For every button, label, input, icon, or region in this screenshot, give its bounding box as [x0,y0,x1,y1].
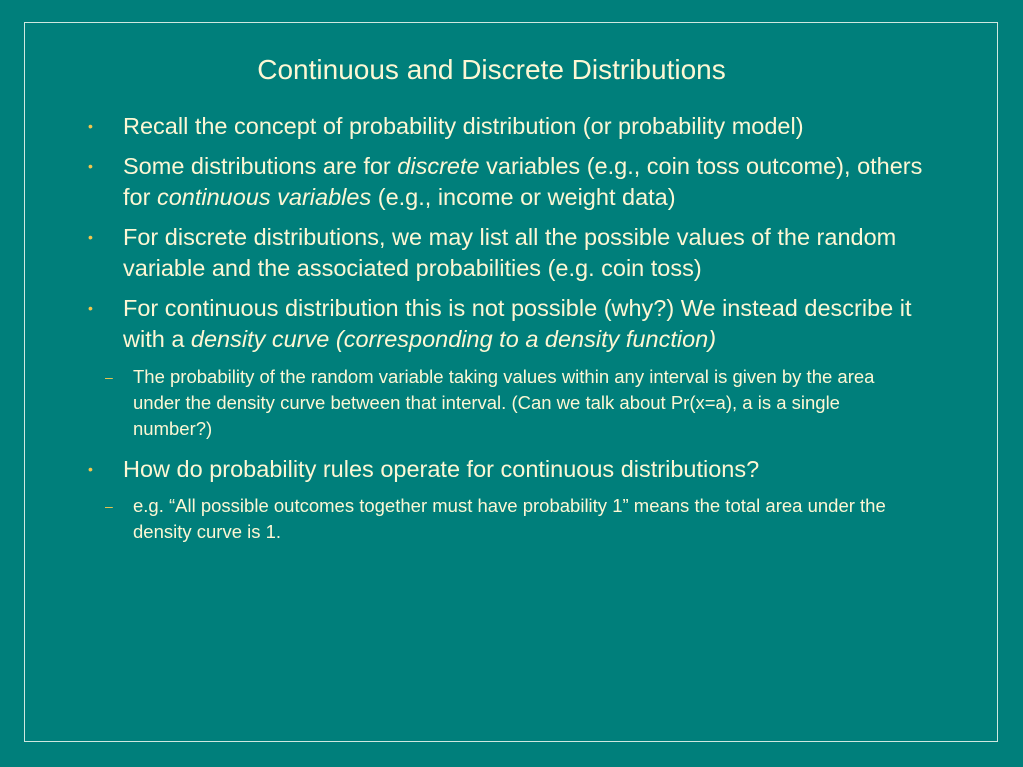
sub-bullet-list [88,364,923,442]
bullet-dot-icon: • [88,118,93,134]
bullet-text: (e.g., income or weight data) [371,184,676,210]
bullet-dot-icon: • [88,460,93,477]
bullet-item [88,293,923,356]
bullet-item [88,454,923,486]
bullet-item [88,111,923,143]
bullet-text: variables (e.g., coin toss outcome), others for [123,152,923,210]
bullet-emphasis: density curve (corresponding to a density function) [190,326,717,352]
bullet-dot-icon: • [88,157,93,174]
bullet-text: Some distributions are for [123,152,398,179]
sub-bullet-item [105,364,923,442]
sub-bullet-list [88,493,923,545]
bullet-text: Recall the concept of probability distribution (or probability model) [123,113,804,139]
sub-bullet-text: The probability of the random variable taking values within any interval is given by the area under the density curve between that interval. (Can we talk about Pr(x=a), a is a single number?) [133,365,875,439]
bullet-emphasis: continuous variables [156,184,372,210]
bullet-dot-icon: • [88,299,93,316]
bullet-emphasis: discrete [397,152,480,179]
bullet-item [88,222,923,285]
sub-bullet-text: e.g. “All possible outcomes together must have probability 1” means the total area under the density curve is 1. [133,495,886,542]
bullet-text: How do probability rules operate for continuous distributions? [123,455,760,482]
sub-bullet-dash-icon: – [105,368,113,385]
sub-bullet-item [105,493,923,545]
bullet-dot-icon: • [88,228,93,245]
sub-bullet-dash-icon: – [105,498,113,514]
bullet-text: For discrete distributions, we may list all the possible values of the random variable and the associated probabilities (e.g. coin toss) [123,223,897,281]
bullet-text: For continuous distribution this is not possible (why?) We instead describe it with a [123,294,912,352]
bullet-list [88,111,923,557]
bullet-item [88,151,923,214]
slide-title: Continuous and Discrete Distributions [257,54,726,85]
